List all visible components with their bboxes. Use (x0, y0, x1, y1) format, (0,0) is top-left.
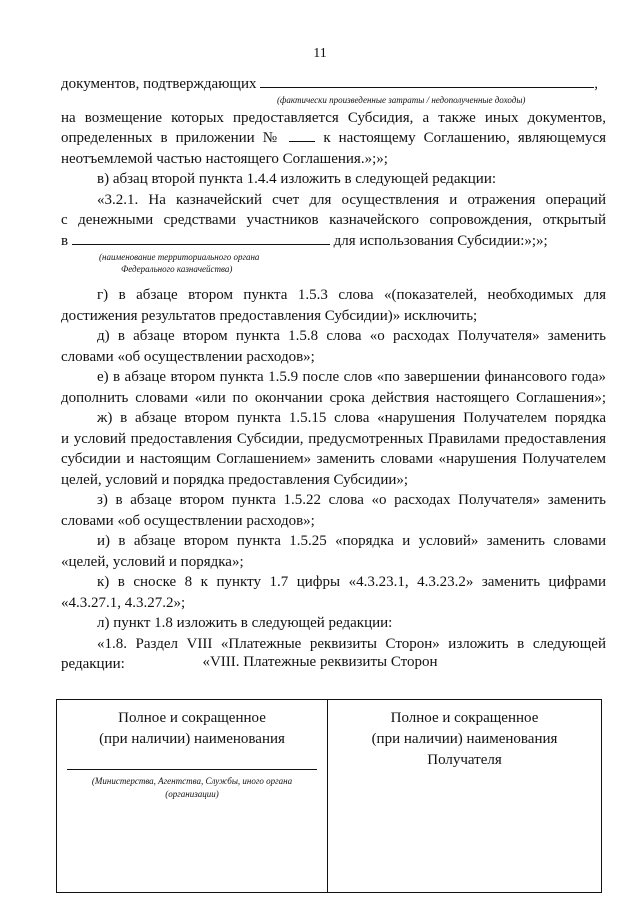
header-line: (при наличии) наименования (371, 731, 558, 747)
header-line: Полное и сокращенное (390, 710, 539, 726)
paragraph-line (61, 74, 606, 95)
paragraph-line: л) пункт 1.8 изложить в следующей редакции: (97, 615, 393, 631)
payment-details-table (56, 699, 602, 893)
paragraph-line: з) в абзаце втором пункта 1.5.22 слова «о расходах Получателя» заменить (97, 492, 606, 508)
table-cell-left (57, 700, 328, 893)
text-fragment: для использования Субсидии:»;»; (333, 232, 548, 249)
paragraph-line: с денежными средствами участников казначейского сопровождения, открытый (61, 212, 606, 228)
paragraph-line: «4.3.27.1, 4.3.27.2»; (61, 594, 186, 611)
section-title: «VIII. Платежные реквизиты Сторон (202, 654, 438, 670)
caption-text: (фактически произведенные затраты / недополученные доходы) (277, 94, 526, 105)
paragraph-line: «3.2.1. На казначейский счет для осуществления и отражения операций (97, 191, 606, 208)
blank-underline (289, 129, 315, 142)
header-line: (при наличии) наименования (99, 731, 285, 747)
paragraph-line: субсидии и настоящим Соглашением» заменить словами «нарушения Получателем (61, 451, 606, 467)
cell-header (328, 708, 601, 771)
header-line: Получателя (427, 752, 502, 768)
paragraph-line: д) в абзаце втором пункта 1.5.8 слова «о расходах Получателя» заменить (97, 328, 606, 344)
paragraph-line: редакции: (61, 656, 125, 672)
paragraph-line: «1.8. Раздел VIII «Платежные реквизиты Сторон» изложить в следующей (97, 635, 606, 652)
paragraph-line: «целей, условий и порядка»; (61, 553, 244, 570)
fill-in-line (67, 769, 317, 770)
paragraph-line: целей, условий и порядка предоставления Субсидии»; (61, 471, 409, 488)
paragraph-line (61, 231, 606, 252)
header-line: Полное и сокращенное (118, 710, 266, 726)
paragraph-line: дополнить словами «или по окончании срока действия настоящего Соглашения»; (61, 389, 606, 406)
text-fragment: в (61, 232, 69, 249)
text-fragment: определенных в приложении № (61, 130, 282, 146)
table-row (57, 700, 602, 893)
note-line: (организации) (165, 789, 219, 799)
document-body (61, 74, 606, 675)
blank-underline (260, 75, 594, 88)
text-fragment: , (594, 76, 598, 92)
paragraph-line: г) в абзаце втором пункта 1.5.3 слова «(показателей, необходимых для (97, 287, 606, 303)
paragraph-line: словами «об осуществлении расходов»; (61, 512, 315, 529)
paragraph-line: и условий предоставления Субсидии, предусмотренных Правилами предоставления (61, 430, 606, 447)
paragraph-line: на возмещение которых предоставляется Субсидия, а также иных документов, (61, 109, 606, 126)
table-cell-right (328, 700, 602, 893)
note-line: (Министерства, Агентства, Службы, иного органа (91, 776, 293, 786)
cell-note (57, 775, 327, 801)
caption-text: (наименование территориального органа (99, 252, 260, 262)
page-number: 11 (313, 46, 327, 61)
caption-text: Федерального казначейства) (121, 264, 233, 274)
blank-underline (72, 232, 330, 245)
paragraph-line: к) в сноске 8 к пункту 1.7 цифры «4.3.23.1, 4.3.23.2» заменить цифрами (97, 574, 606, 590)
paragraph-line: неотъемлемой частью настоящего Соглашения.»;»; (61, 150, 388, 167)
paragraph-line (61, 128, 606, 149)
paragraph-line: в) абзац второй пункта 1.4.4 изложить в следующей редакции: (97, 171, 497, 187)
field-caption (61, 95, 606, 108)
text-fragment: документов, подтверждающих (61, 76, 257, 92)
paragraph-line: и) в абзаце втором пункта 1.5.25 «порядка и условий» заменить словами (97, 533, 606, 549)
paragraph-line: словами «об осуществлении расходов»; (61, 348, 315, 365)
text-fragment: к настоящему Соглашению, являющемуся (323, 130, 607, 146)
field-caption (61, 251, 606, 285)
cell-header (57, 708, 327, 750)
paragraph-line: достижения результатов предоставления Субсидии)» исключить; (61, 307, 478, 324)
paragraph-line: е) в абзаце втором пункта 1.5.9 после слов «по завершении финансового года» (97, 369, 606, 385)
paragraph-line: ж) в абзаце втором пункта 1.5.15 слова «нарушения Получателем порядка (97, 410, 606, 426)
